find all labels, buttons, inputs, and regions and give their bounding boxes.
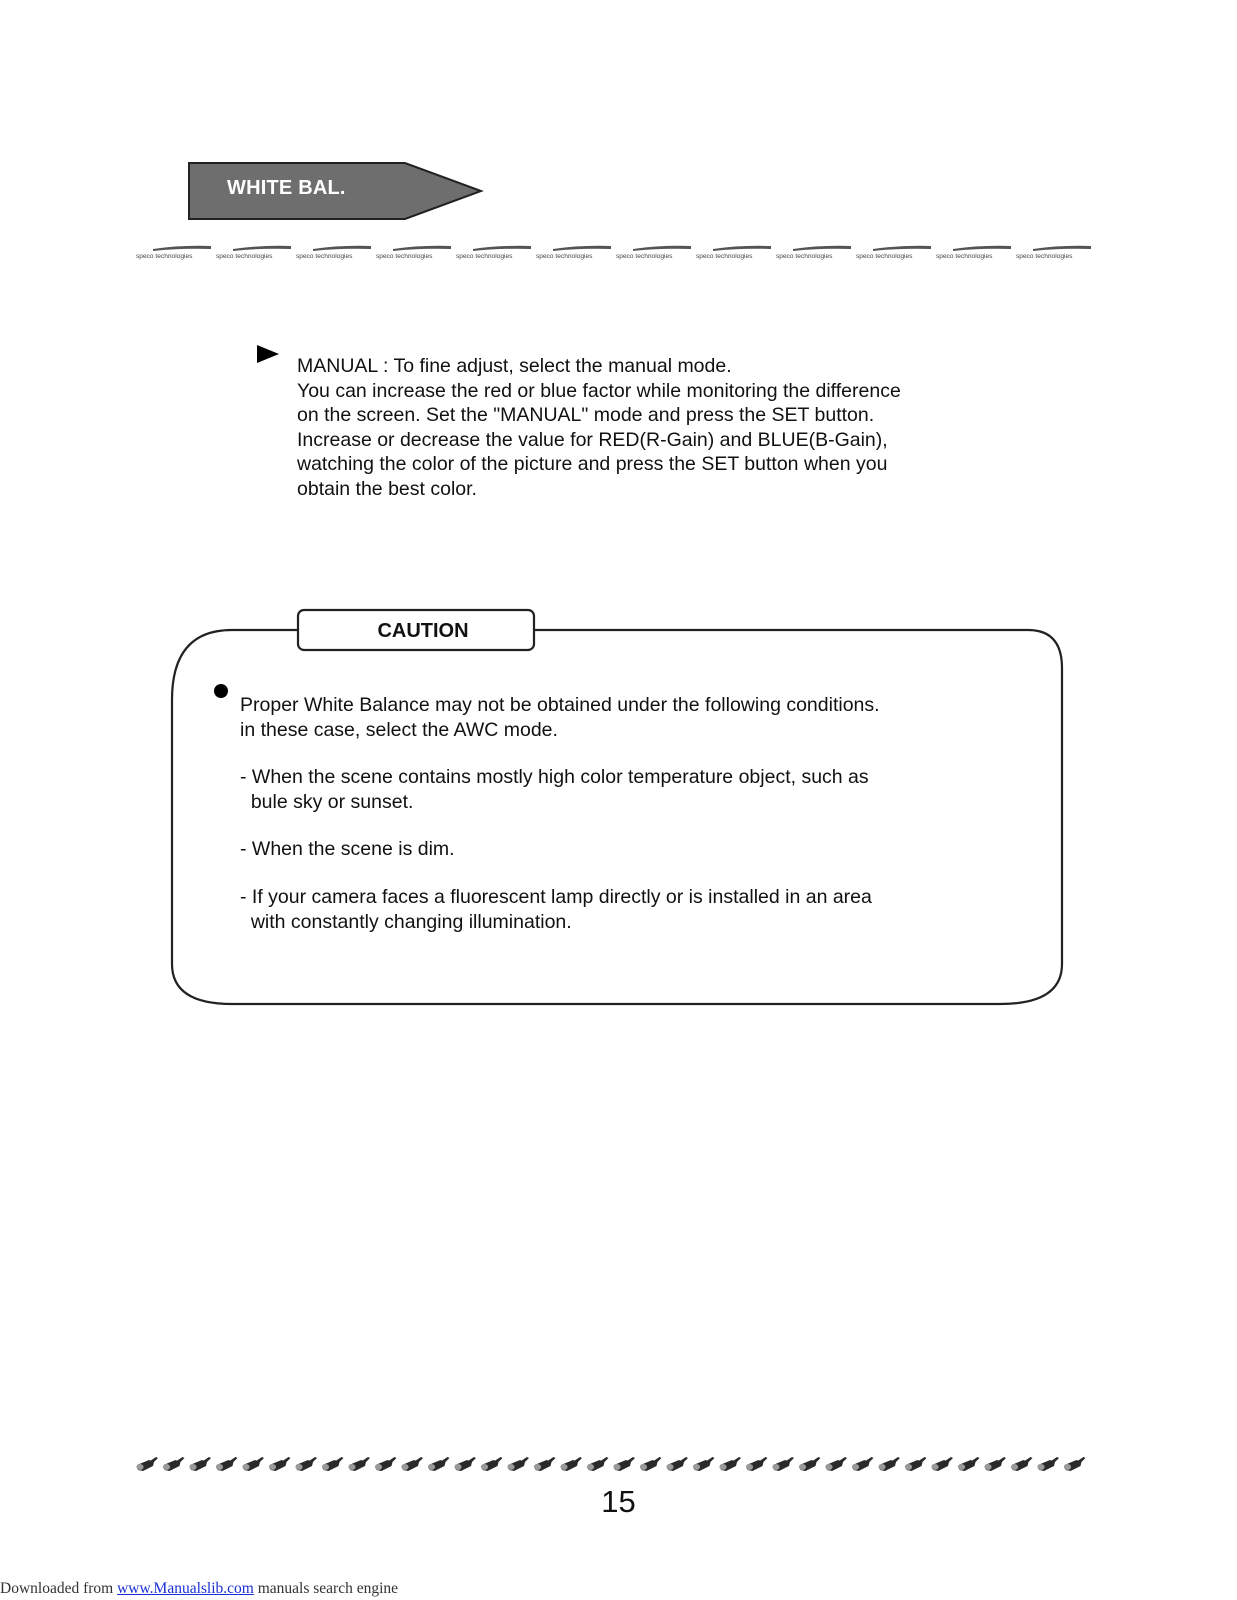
manual-line: Increase or decrease the value for RED(R-Gain) and BLUE(B-Gain), [297, 428, 888, 451]
speco-logo [936, 246, 1011, 260]
camera-icon [163, 1457, 185, 1471]
svg-text:speco technologies: speco technologies [376, 253, 433, 260]
camera-icon [454, 1457, 476, 1471]
page-number: 15 [601, 1484, 636, 1519]
caution-condition-line: - When the scene contains mostly high color temperature object, such as [240, 766, 869, 789]
camera-icon [905, 1457, 927, 1471]
camera-icon [1064, 1457, 1086, 1471]
camera-icon [746, 1457, 768, 1471]
camera-icon [958, 1457, 980, 1471]
svg-text:speco technologies: speco technologies [456, 253, 513, 260]
svg-text:speco technologies: speco technologies [856, 253, 913, 260]
caution-intro-line: in these case, select the AWC mode. [240, 718, 558, 741]
svg-text:speco technologies: speco technologies [1016, 253, 1073, 260]
camera-icon [719, 1457, 741, 1471]
camera-icon [136, 1457, 158, 1471]
manual-line: You can increase the red or blue factor while monitoring the difference [297, 379, 901, 402]
camera-icon [931, 1457, 953, 1471]
speco-logo-strip [135, 244, 1095, 262]
camera-icon [189, 1457, 211, 1471]
section-title-tab [187, 161, 487, 223]
camera-icon [560, 1457, 582, 1471]
caution-content [240, 693, 1000, 934]
speco-logo [296, 246, 371, 260]
camera-icon [693, 1457, 715, 1471]
speco-logo [696, 246, 771, 260]
camera-icon [772, 1457, 794, 1471]
caution-intro-line: Proper White Balance may not be obtained under the following conditions. [240, 694, 880, 716]
caution-title: CAUTION [377, 620, 469, 642]
camera-icon [666, 1457, 688, 1471]
speco-logo [376, 246, 451, 260]
svg-text:speco technologies: speco technologies [136, 253, 193, 260]
speco-logo [1016, 246, 1091, 260]
speco-logo [136, 246, 211, 260]
camera-icon [825, 1457, 847, 1471]
manual-description [297, 354, 977, 502]
footer-suffix: manuals search engine [253, 1580, 399, 1597]
speco-logo [776, 246, 851, 260]
speco-logo [536, 246, 611, 260]
caution-condition-item [240, 837, 1000, 862]
camera-icon [507, 1457, 529, 1471]
svg-text:speco technologies: speco technologies [696, 253, 753, 260]
camera-icon [481, 1457, 503, 1471]
camera-icon [799, 1457, 821, 1471]
camera-icon [401, 1457, 423, 1471]
caution-condition-line: with constantly changing illumination. [240, 910, 572, 933]
speco-logo [616, 246, 691, 260]
speco-logo [216, 246, 291, 260]
camera-icon [640, 1457, 662, 1471]
camera-icon [269, 1457, 291, 1471]
camera-icon [587, 1457, 609, 1471]
manual-line: MANUAL : To fine adjust, select the manual mode. [297, 355, 732, 377]
triangle-bullet-icon [257, 345, 279, 363]
footer-prefix: Downloaded from [0, 1580, 118, 1597]
caution-condition-line: - When the scene is dim. [240, 838, 455, 861]
camera-icon [852, 1457, 874, 1471]
caution-condition-line: bule sky or sunset. [240, 790, 414, 813]
svg-text:speco technologies: speco technologies [216, 253, 273, 260]
camera-icon [242, 1457, 264, 1471]
camera-icon [1037, 1457, 1059, 1471]
camera-icon [216, 1457, 238, 1471]
camera-icon [428, 1457, 450, 1471]
camera-icon [613, 1457, 635, 1471]
camera-icon [984, 1457, 1006, 1471]
camera-icon [295, 1457, 317, 1471]
camera-icon [348, 1457, 370, 1471]
svg-text:speco technologies: speco technologies [296, 253, 353, 260]
camera-icon-strip [135, 1452, 1110, 1474]
section-title: WHITE BAL. [227, 177, 346, 199]
manualslib-link[interactable]: www.Manualslib.com [117, 1580, 254, 1597]
manual-line: obtain the best color. [297, 477, 477, 500]
manual-line: on the screen. Set the "MANUAL" mode and press the SET button. [297, 404, 875, 427]
svg-text:speco technologies: speco technologies [776, 253, 833, 260]
svg-text:speco technologies: speco technologies [616, 253, 673, 260]
caution-condition-item [240, 885, 1000, 934]
speco-logo [856, 246, 931, 260]
caution-condition-item [240, 765, 1000, 814]
svg-text:speco technologies: speco technologies [936, 253, 993, 260]
camera-icon [534, 1457, 556, 1471]
caution-condition-line: - If your camera faces a fluorescent lamp directly or is installed in an area [240, 885, 872, 908]
camera-icon [375, 1457, 397, 1471]
bullet-dot-icon [214, 684, 228, 698]
download-footer [0, 1580, 398, 1598]
svg-text:speco technologies: speco technologies [536, 253, 593, 260]
manual-line: watching the color of the picture and press the SET button when you [297, 453, 888, 476]
camera-icon [878, 1457, 900, 1471]
camera-icon [322, 1457, 344, 1471]
camera-icon [1011, 1457, 1033, 1471]
speco-logo [456, 246, 531, 260]
